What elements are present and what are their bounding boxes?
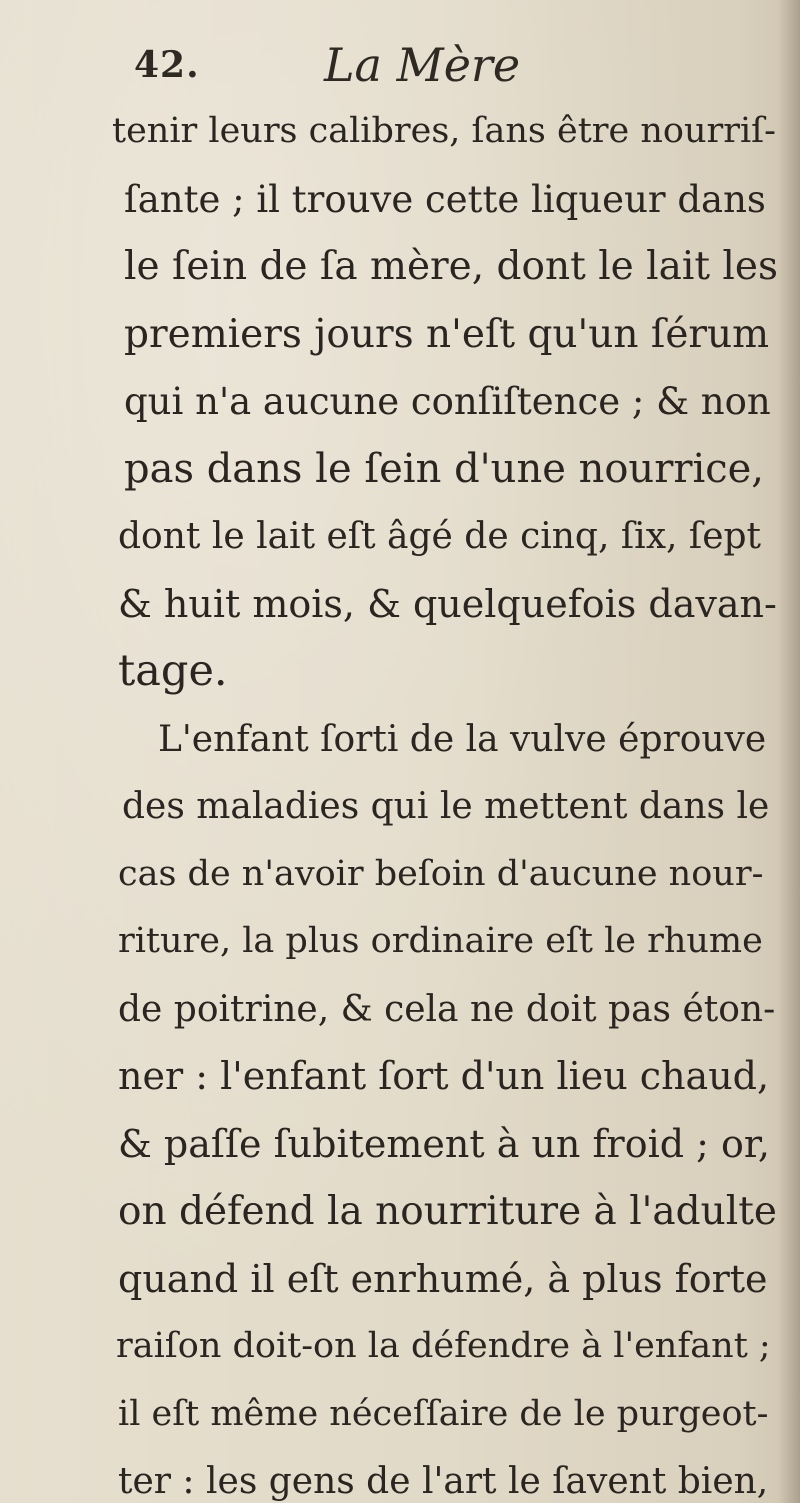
text-line: il eſt même néceſſaire de le purgeot- bbox=[118, 1393, 769, 1434]
text-line: ter : les gens de l'art le ſavent bien, bbox=[118, 1461, 769, 1502]
text-line: cas de n'avoir beſoin d'aucune nour- bbox=[118, 853, 764, 894]
page-number: 42. bbox=[134, 44, 200, 86]
body-text bbox=[112, 98, 778, 1503]
text-line: raiſon doit-on la défendre à l'enfant ; bbox=[116, 1326, 771, 1366]
text-line: qui n'a aucune conſiſtence ; & non bbox=[124, 380, 771, 423]
running-title: La Mère bbox=[324, 38, 521, 92]
text-line: riture, la plus ordinaire eſt le rhume bbox=[118, 921, 763, 961]
text-line: ſante ; il trouve cette liqueur dans bbox=[124, 177, 766, 221]
text-line: tage. bbox=[118, 646, 228, 696]
text-line: le ſein de ſa mère, dont le lait les bbox=[124, 244, 778, 289]
paragraph-start-line: L'enfant ſorti de la vulve éprouve bbox=[158, 718, 767, 760]
text-line: des maladies qui le mettent dans le bbox=[122, 786, 770, 827]
text-line: tenir leurs calibres, ſans être nourriſ- bbox=[112, 111, 776, 151]
text-line: on défend la nourriture à l'adulte bbox=[118, 1189, 777, 1234]
text-line: dont le lait eſt âgé de cinq, ſix, ſept bbox=[118, 516, 762, 557]
text-line: quand il eſt enrhumé, à plus forte bbox=[118, 1256, 768, 1301]
running-head bbox=[96, 38, 736, 98]
text-line: ner : l'enfant ſort d'un lieu chaud, bbox=[118, 1054, 770, 1098]
page-edge-shadow bbox=[778, 0, 800, 1503]
text-line: & paſſe ſubitement à un froid ; or, bbox=[118, 1121, 770, 1166]
text-line: & huit mois, & quelquefois davan- bbox=[118, 581, 777, 626]
text-line: pas dans le ſein d'une nourrice, bbox=[124, 445, 765, 492]
text-line: de poitrine, & cela ne doit pas éton- bbox=[118, 988, 776, 1030]
text-line: premiers jours n'eſt qu'un ſérum bbox=[124, 311, 770, 357]
